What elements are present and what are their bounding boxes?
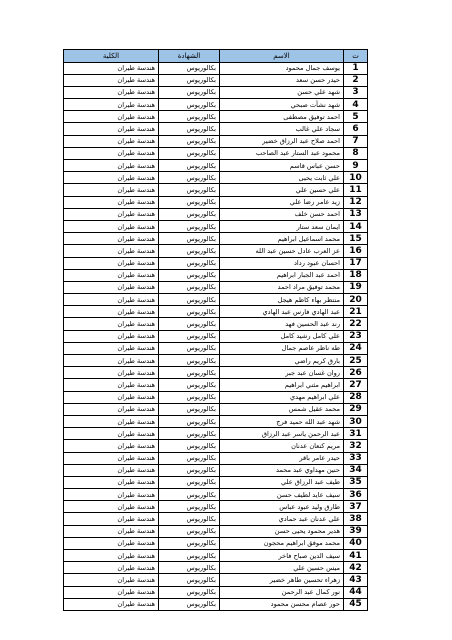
cell-degree: بكالوريوس [159, 550, 220, 562]
cell-degree: بكالوريوس [159, 379, 220, 391]
cell-degree: بكالوريوس [159, 391, 220, 403]
cell-name: احمد توفيق مصطفى [220, 111, 344, 123]
table-row [64, 525, 368, 537]
cell-name: عز العرب عادل حسين عبد الله [220, 245, 344, 257]
cell-degree: بكالوريوس [159, 220, 220, 232]
cell-name: منتظر بهاء كاظم هيجل [220, 294, 344, 306]
cell-college: هندسة طيران [64, 476, 159, 488]
cell-name: سيف عايد لطيف حسن [220, 489, 344, 501]
cell-number: 41 [344, 550, 368, 562]
cell-degree: بكالوريوس [159, 208, 220, 220]
cell-college: هندسة طيران [64, 489, 159, 501]
cell-number: 16 [344, 245, 368, 257]
cell-degree: بكالوريوس [159, 123, 220, 135]
cell-college: هندسة طيران [64, 269, 159, 281]
cell-college: هندسة طيران [64, 160, 159, 172]
table-row [64, 342, 368, 354]
cell-college: هندسة طيران [64, 99, 159, 111]
cell-college: هندسة طيران [64, 318, 159, 330]
cell-degree: بكالوريوس [159, 562, 220, 574]
cell-college: هندسة طيران [64, 208, 159, 220]
cell-degree: بكالوريوس [159, 501, 220, 513]
cell-degree: بكالوريوس [159, 257, 220, 269]
cell-degree: بكالوريوس [159, 355, 220, 367]
cell-name: شهد علي حسن [220, 86, 344, 98]
cell-degree: بكالوريوس [159, 135, 220, 147]
cell-name: حور عصام محسن محمود [220, 598, 344, 610]
cell-college: هندسة طيران [64, 306, 159, 318]
cell-college: هندسة طيران [64, 464, 159, 476]
cell-college: هندسة طيران [64, 123, 159, 135]
cell-degree: بكالوريوس [159, 233, 220, 245]
cell-number: 42 [344, 562, 368, 574]
cell-number: 18 [344, 269, 368, 281]
table-row [64, 172, 368, 184]
header-name: الاسم [220, 50, 344, 63]
table-row [64, 440, 368, 452]
cell-name: ايمان سعد ستار [220, 220, 344, 232]
cell-college: هندسة طيران [64, 391, 159, 403]
cell-name: علي ثابت يحيى [220, 172, 344, 184]
cell-college: هندسة طيران [64, 513, 159, 525]
cell-college: هندسة طيران [64, 586, 159, 598]
cell-number: 12 [344, 196, 368, 208]
cell-name: حنين مهداوي عبد محمد [220, 464, 344, 476]
cell-college: هندسة طيران [64, 342, 159, 354]
table-row [64, 452, 368, 464]
cell-degree: بكالوريوس [159, 525, 220, 537]
cell-college: هندسة طيران [64, 562, 159, 574]
cell-degree: بكالوريوس [159, 367, 220, 379]
cell-degree: بكالوريوس [159, 464, 220, 476]
cell-number: 31 [344, 428, 368, 440]
cell-degree: بكالوريوس [159, 160, 220, 172]
cell-name: بارق كريم راضي [220, 355, 344, 367]
cell-number: 34 [344, 464, 368, 476]
cell-number: 25 [344, 355, 368, 367]
cell-number: 30 [344, 415, 368, 427]
cell-number: 36 [344, 489, 368, 501]
cell-college: هندسة طيران [64, 440, 159, 452]
cell-name: احسان عبود رداد [220, 257, 344, 269]
cell-college: هندسة طيران [64, 220, 159, 232]
cell-college: هندسة طيران [64, 355, 159, 367]
cell-number: 14 [344, 220, 368, 232]
cell-degree: بكالوريوس [159, 147, 220, 159]
cell-college: هندسة طيران [64, 86, 159, 98]
cell-degree: بكالوريوس [159, 330, 220, 342]
cell-college: هندسة طيران [64, 574, 159, 586]
cell-number: 39 [344, 525, 368, 537]
cell-college: هندسة طيران [64, 452, 159, 464]
cell-degree: بكالوريوس [159, 294, 220, 306]
cell-number: 33 [344, 452, 368, 464]
cell-name: سجاد علي غالب [220, 123, 344, 135]
cell-name: محمد موفق ابراهيم محجون [220, 537, 344, 549]
table-row [64, 489, 368, 501]
cell-name: حيدر حسن سعد [220, 74, 344, 86]
table-row [64, 208, 368, 220]
cell-name: شهد نشأت صبحي [220, 99, 344, 111]
cell-number: 28 [344, 391, 368, 403]
cell-name: طيف عبد الرزاق علي [220, 476, 344, 488]
cell-name: عبد الهادي فارس عبد الهادي [220, 306, 344, 318]
cell-name: علي حسين علي [220, 184, 344, 196]
table-row [64, 86, 368, 98]
table-row [64, 330, 368, 342]
cell-number: 35 [344, 476, 368, 488]
cell-number: 24 [344, 342, 368, 354]
cell-degree: بكالوريوس [159, 111, 220, 123]
table-row [64, 550, 368, 562]
table-row [64, 281, 368, 293]
cell-name: محمد عقيل شمس [220, 403, 344, 415]
header-college: الكلية [64, 50, 159, 63]
cell-college: هندسة طيران [64, 245, 159, 257]
cell-number: 9 [344, 160, 368, 172]
table-row [64, 318, 368, 330]
cell-degree: بكالوريوس [159, 269, 220, 281]
cell-name: علي عدنان عبد حمادي [220, 513, 344, 525]
table-row [64, 355, 368, 367]
cell-number: 20 [344, 294, 368, 306]
cell-college: هندسة طيران [64, 428, 159, 440]
cell-number: 6 [344, 123, 368, 135]
cell-degree: بكالوريوس [159, 196, 220, 208]
cell-college: هندسة طيران [64, 257, 159, 269]
cell-number: 19 [344, 281, 368, 293]
cell-college: هندسة طيران [64, 501, 159, 513]
cell-college: هندسة طيران [64, 281, 159, 293]
cell-number: 4 [344, 99, 368, 111]
table-row [64, 147, 368, 159]
cell-name: شهد عبد الله حميد فرج [220, 415, 344, 427]
table-row [64, 62, 368, 74]
cell-name: محمد توفيق مراد احمد [220, 281, 344, 293]
cell-college: هندسة طيران [64, 196, 159, 208]
cell-name: زيد عامر رضا علي [220, 196, 344, 208]
cell-name: سيف الدين صباح فاخر [220, 550, 344, 562]
cell-degree: بكالوريوس [159, 86, 220, 98]
cell-college: هندسة طيران [64, 330, 159, 342]
cell-name: نور كمال عبد الرحمن [220, 586, 344, 598]
cell-degree: بكالوريوس [159, 489, 220, 501]
cell-degree: بكالوريوس [159, 403, 220, 415]
table-row [64, 501, 368, 513]
cell-degree: بكالوريوس [159, 281, 220, 293]
table-row [64, 196, 368, 208]
cell-degree: بكالوريوس [159, 476, 220, 488]
cell-number: 27 [344, 379, 368, 391]
cell-name: احمد صلاح عبد الرزاق خضير [220, 135, 344, 147]
cell-degree: بكالوريوس [159, 598, 220, 610]
cell-degree: بكالوريوس [159, 184, 220, 196]
cell-college: هندسة طيران [64, 294, 159, 306]
table-row [64, 269, 368, 281]
cell-college: هندسة طيران [64, 550, 159, 562]
cell-college: هندسة طيران [64, 111, 159, 123]
cell-degree: بكالوريوس [159, 415, 220, 427]
cell-number: 26 [344, 367, 368, 379]
table-row [64, 428, 368, 440]
cell-degree: بكالوريوس [159, 513, 220, 525]
cell-degree: بكالوريوس [159, 74, 220, 86]
table-row [64, 306, 368, 318]
cell-degree: بكالوريوس [159, 306, 220, 318]
cell-degree: بكالوريوس [159, 428, 220, 440]
cell-degree: بكالوريوس [159, 537, 220, 549]
cell-college: هندسة طيران [64, 598, 159, 610]
cell-college: هندسة طيران [64, 135, 159, 147]
cell-degree: بكالوريوس [159, 574, 220, 586]
table-row [64, 160, 368, 172]
table-row [64, 415, 368, 427]
cell-number: 43 [344, 574, 368, 586]
cell-degree: بكالوريوس [159, 62, 220, 74]
cell-name: حسن عباس قاسم [220, 160, 344, 172]
cell-name: محمد اسماعيل ابراهيم [220, 233, 344, 245]
table-row [64, 403, 368, 415]
cell-degree: بكالوريوس [159, 452, 220, 464]
cell-name: محمود عبد الستار عبد الصاحب [220, 147, 344, 159]
cell-name: مريم كنعان عدنان [220, 440, 344, 452]
cell-name: احمد عبد الجبار ابراهيم [220, 269, 344, 281]
table-row [64, 513, 368, 525]
results-sheet [63, 49, 367, 611]
cell-number: 23 [344, 330, 368, 342]
cell-college: هندسة طيران [64, 403, 159, 415]
cell-degree: بكالوريوس [159, 342, 220, 354]
cell-number: 29 [344, 403, 368, 415]
cell-college: هندسة طيران [64, 172, 159, 184]
table-row [64, 367, 368, 379]
cell-college: هندسة طيران [64, 233, 159, 245]
cell-degree: بكالوريوس [159, 586, 220, 598]
cell-college: هندسة طيران [64, 537, 159, 549]
cell-number: 11 [344, 184, 368, 196]
table-row [64, 391, 368, 403]
cell-name: طه ناظر عاصم جمال [220, 342, 344, 354]
cell-college: هندسة طيران [64, 147, 159, 159]
cell-name: هدير محمود يحيى حسن [220, 525, 344, 537]
table-row [64, 74, 368, 86]
cell-name: رند عبد الحسين فهد [220, 318, 344, 330]
table-row [64, 574, 368, 586]
cell-name: ابراهيم مثني ابراهيم [220, 379, 344, 391]
cell-number: 15 [344, 233, 368, 245]
table-row [64, 586, 368, 598]
cell-number: 32 [344, 440, 368, 452]
cell-college: هندسة طيران [64, 379, 159, 391]
cell-number: 37 [344, 501, 368, 513]
cell-number: 5 [344, 111, 368, 123]
cell-number: 21 [344, 306, 368, 318]
cell-name: علي كامل رشيد كامل [220, 330, 344, 342]
cell-number: 44 [344, 586, 368, 598]
cell-college: هندسة طيران [64, 184, 159, 196]
header-number: ت [344, 50, 368, 63]
cell-number: 13 [344, 208, 368, 220]
cell-name: طارق وليد عبود عباس [220, 501, 344, 513]
table-row [64, 184, 368, 196]
cell-degree: بكالوريوس [159, 440, 220, 452]
cell-number: 38 [344, 513, 368, 525]
cell-degree: بكالوريوس [159, 172, 220, 184]
cell-number: 22 [344, 318, 368, 330]
table-row [64, 537, 368, 549]
cell-number: 1 [344, 62, 368, 74]
table-row [64, 220, 368, 232]
cell-name: حيدر عامر باقر [220, 452, 344, 464]
cell-number: 10 [344, 172, 368, 184]
cell-name: زهراء تحسين طاهر خضير [220, 574, 344, 586]
cell-college: هندسة طيران [64, 415, 159, 427]
cell-number: 7 [344, 135, 368, 147]
header-degree: الشهادة [159, 50, 220, 63]
cell-number: 3 [344, 86, 368, 98]
table-row [64, 562, 368, 574]
cell-number: 40 [344, 537, 368, 549]
table-row [64, 99, 368, 111]
cell-college: هندسة طيران [64, 367, 159, 379]
students-table [63, 49, 368, 611]
cell-degree: بكالوريوس [159, 99, 220, 111]
cell-number: 2 [344, 74, 368, 86]
table-row [64, 464, 368, 476]
cell-name: علي ابراهيم مهدي [220, 391, 344, 403]
table-row [64, 294, 368, 306]
cell-degree: بكالوريوس [159, 318, 220, 330]
header-row [64, 50, 368, 63]
cell-name: روان غسان عبد جبر [220, 367, 344, 379]
cell-college: هندسة طيران [64, 74, 159, 86]
table-row [64, 476, 368, 488]
cell-number: 45 [344, 598, 368, 610]
cell-name: عبد الرحمن ياسر عبد الرزاق [220, 428, 344, 440]
table-row [64, 379, 368, 391]
cell-name: احمد حسن خلف [220, 208, 344, 220]
table-row [64, 111, 368, 123]
cell-name: يوسف جمال محمود [220, 62, 344, 74]
table-row [64, 257, 368, 269]
table-row [64, 245, 368, 257]
cell-name: ميس حسين علي [220, 562, 344, 574]
cell-number: 17 [344, 257, 368, 269]
cell-number: 8 [344, 147, 368, 159]
table-row [64, 598, 368, 610]
table-row [64, 123, 368, 135]
cell-college: هندسة طيران [64, 525, 159, 537]
cell-college: هندسة طيران [64, 62, 159, 74]
table-row [64, 233, 368, 245]
table-row [64, 135, 368, 147]
cell-degree: بكالوريوس [159, 245, 220, 257]
